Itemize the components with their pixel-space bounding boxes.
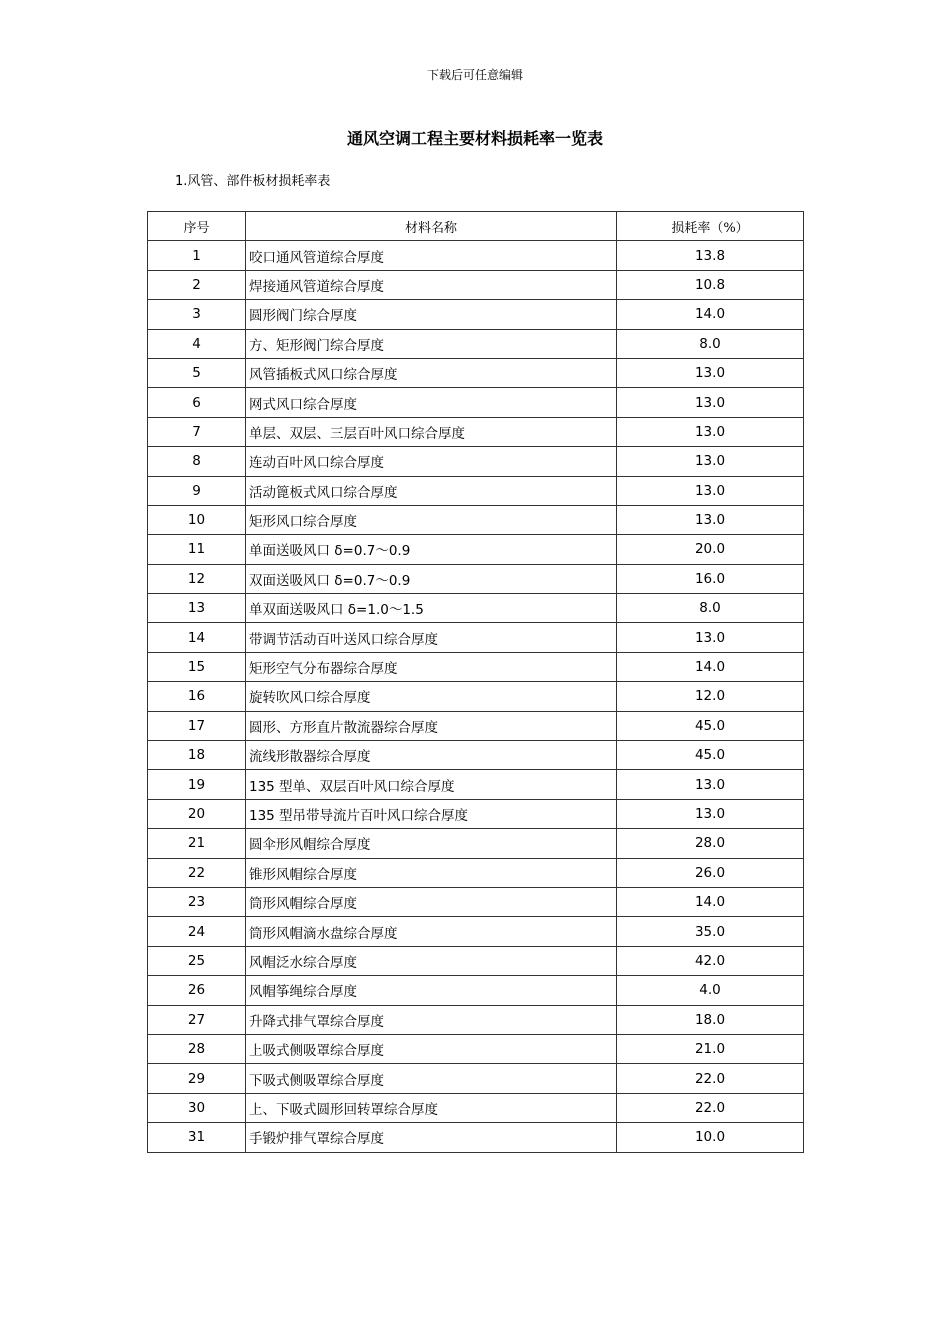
row-number-cell: 27 <box>148 1005 246 1034</box>
row-number-cell: 10 <box>148 505 246 534</box>
material-name-cell: 风帽筝绳综合厚度 <box>246 976 617 1005</box>
table-row <box>148 652 804 681</box>
table-row <box>148 505 804 534</box>
material-name-cell: 矩形风口综合厚度 <box>246 505 617 534</box>
row-number-cell: 15 <box>148 652 246 681</box>
material-name-cell: 单层、双层、三层百叶风口综合厚度 <box>246 417 617 446</box>
table-row <box>148 564 804 593</box>
row-number-cell: 22 <box>148 858 246 887</box>
table-row <box>148 858 804 887</box>
loss-rate-cell: 42.0 <box>617 946 804 975</box>
table-row <box>148 770 804 799</box>
table-row <box>148 535 804 564</box>
material-name-cell: 风帽泛水综合厚度 <box>246 946 617 975</box>
material-name-cell: 单面送吸风口 δ=0.7～0.9 <box>246 535 617 564</box>
material-name-cell: 下吸式侧吸罩综合厚度 <box>246 1064 617 1093</box>
material-name-cell: 手锻炉排气罩综合厚度 <box>246 1123 617 1152</box>
row-number-cell: 5 <box>148 358 246 387</box>
row-number-cell: 28 <box>148 1034 246 1063</box>
material-name-cell: 135 型吊带导流片百叶风口综合厚度 <box>246 799 617 828</box>
header-note: 下载后可任意编辑 <box>426 68 523 82</box>
material-name-cell: 活动篦板式风口综合厚度 <box>246 476 617 505</box>
table-row <box>148 976 804 1005</box>
table-body <box>148 241 804 1152</box>
table-row <box>148 682 804 711</box>
table-row <box>148 946 804 975</box>
loss-rate-cell: 13.0 <box>617 799 804 828</box>
loss-rate-cell: 35.0 <box>617 917 804 946</box>
material-name-cell: 筒形风帽滴水盘综合厚度 <box>246 917 617 946</box>
loss-rate-cell: 8.0 <box>617 594 804 623</box>
loss-rate-cell: 45.0 <box>617 711 804 740</box>
loss-rate-cell: 14.0 <box>617 652 804 681</box>
row-number-cell: 21 <box>148 829 246 858</box>
material-name-cell: 双面送吸风口 δ=0.7～0.9 <box>246 564 617 593</box>
table-row <box>148 917 804 946</box>
loss-rate-cell: 10.8 <box>617 270 804 299</box>
loss-rate-cell: 26.0 <box>617 858 804 887</box>
row-number-cell: 11 <box>148 535 246 564</box>
loss-rate-cell: 13.0 <box>617 358 804 387</box>
material-name-cell: 圆形阀门综合厚度 <box>246 300 617 329</box>
loss-rate-cell: 18.0 <box>617 1005 804 1034</box>
loss-rate-cell: 13.0 <box>617 417 804 446</box>
row-number-cell: 30 <box>148 1093 246 1122</box>
row-number-cell: 3 <box>148 300 246 329</box>
table-row <box>148 417 804 446</box>
document-title: 通风空调工程主要材料损耗率一览表 <box>346 129 603 148</box>
material-name-cell: 旋转吹风口综合厚度 <box>246 682 617 711</box>
header-no: 序号 <box>148 212 246 241</box>
row-number-cell: 8 <box>148 447 246 476</box>
material-name-cell: 锥形风帽综合厚度 <box>246 858 617 887</box>
table-row <box>148 447 804 476</box>
material-name-cell: 圆形、方形直片散流器综合厚度 <box>246 711 617 740</box>
material-name-cell: 风管插板式风口综合厚度 <box>246 358 617 387</box>
material-name-cell: 咬口通风管道综合厚度 <box>246 241 617 270</box>
loss-rate-cell: 14.0 <box>617 300 804 329</box>
row-number-cell: 7 <box>148 417 246 446</box>
material-name-cell: 上、下吸式圆形回转罩综合厚度 <box>246 1093 617 1122</box>
material-name-cell: 135 型单、双层百叶风口综合厚度 <box>246 770 617 799</box>
row-number-cell: 1 <box>148 241 246 270</box>
loss-rate-cell: 13.0 <box>617 505 804 534</box>
row-number-cell: 4 <box>148 329 246 358</box>
table-row <box>148 270 804 299</box>
material-name-cell: 带调节活动百叶送风口综合厚度 <box>246 623 617 652</box>
row-number-cell: 16 <box>148 682 246 711</box>
table-row <box>148 358 804 387</box>
row-number-cell: 19 <box>148 770 246 799</box>
material-name-cell: 单双面送吸风口 δ=1.0～1.5 <box>246 594 617 623</box>
loss-rate-cell: 45.0 <box>617 741 804 770</box>
table-row <box>148 829 804 858</box>
material-name-cell: 网式风口综合厚度 <box>246 388 617 417</box>
material-name-cell: 连动百叶风口综合厚度 <box>246 447 617 476</box>
row-number-cell: 6 <box>148 388 246 417</box>
table-row <box>148 1005 804 1034</box>
table-row <box>148 1064 804 1093</box>
row-number-cell: 12 <box>148 564 246 593</box>
row-number-cell: 25 <box>148 946 246 975</box>
row-number-cell: 24 <box>148 917 246 946</box>
table-row <box>148 1093 804 1122</box>
loss-rate-cell: 16.0 <box>617 564 804 593</box>
material-name-cell: 方、矩形阀门综合厚度 <box>246 329 617 358</box>
table-row <box>148 594 804 623</box>
section-title: 1.风管、部件板材损耗率表 <box>175 174 331 189</box>
table-row <box>148 799 804 828</box>
row-number-cell: 2 <box>148 270 246 299</box>
row-number-cell: 29 <box>148 1064 246 1093</box>
table-row <box>148 388 804 417</box>
loss-rate-cell: 22.0 <box>617 1064 804 1093</box>
loss-rate-table <box>147 211 804 1153</box>
table-row <box>148 300 804 329</box>
table-header-row <box>148 212 804 241</box>
material-name-cell: 矩形空气分布器综合厚度 <box>246 652 617 681</box>
row-number-cell: 9 <box>148 476 246 505</box>
row-number-cell: 23 <box>148 887 246 916</box>
loss-rate-cell: 14.0 <box>617 887 804 916</box>
loss-rate-cell: 4.0 <box>617 976 804 1005</box>
loss-rate-cell: 21.0 <box>617 1034 804 1063</box>
table-row <box>148 711 804 740</box>
row-number-cell: 17 <box>148 711 246 740</box>
row-number-cell: 14 <box>148 623 246 652</box>
loss-rate-cell: 13.0 <box>617 476 804 505</box>
loss-rate-cell: 20.0 <box>617 535 804 564</box>
table-row <box>148 476 804 505</box>
loss-rate-cell: 13.0 <box>617 388 804 417</box>
loss-rate-cell: 13.0 <box>617 770 804 799</box>
header-loss-rate: 损耗率（%） <box>617 212 804 241</box>
loss-rate-cell: 13.0 <box>617 447 804 476</box>
table-row <box>148 623 804 652</box>
table-row <box>148 1034 804 1063</box>
material-name-cell: 流线形散器综合厚度 <box>246 741 617 770</box>
table-row <box>148 741 804 770</box>
table-row <box>148 241 804 270</box>
row-number-cell: 26 <box>148 976 246 1005</box>
loss-rate-cell: 8.0 <box>617 329 804 358</box>
row-number-cell: 31 <box>148 1123 246 1152</box>
material-name-cell: 筒形风帽综合厚度 <box>246 887 617 916</box>
table-row <box>148 887 804 916</box>
row-number-cell: 18 <box>148 741 246 770</box>
loss-rate-cell: 10.0 <box>617 1123 804 1152</box>
table-row <box>148 1123 804 1152</box>
loss-rate-cell: 28.0 <box>617 829 804 858</box>
loss-rate-cell: 13.8 <box>617 241 804 270</box>
loss-rate-cell: 12.0 <box>617 682 804 711</box>
material-name-cell: 焊接通风管道综合厚度 <box>246 270 617 299</box>
material-name-cell: 圆伞形风帽综合厚度 <box>246 829 617 858</box>
header-material-name: 材料名称 <box>246 212 617 241</box>
material-name-cell: 升降式排气罩综合厚度 <box>246 1005 617 1034</box>
row-number-cell: 13 <box>148 594 246 623</box>
loss-rate-cell: 13.0 <box>617 623 804 652</box>
table-row <box>148 329 804 358</box>
loss-rate-cell: 22.0 <box>617 1093 804 1122</box>
material-name-cell: 上吸式侧吸罩综合厚度 <box>246 1034 617 1063</box>
row-number-cell: 20 <box>148 799 246 828</box>
